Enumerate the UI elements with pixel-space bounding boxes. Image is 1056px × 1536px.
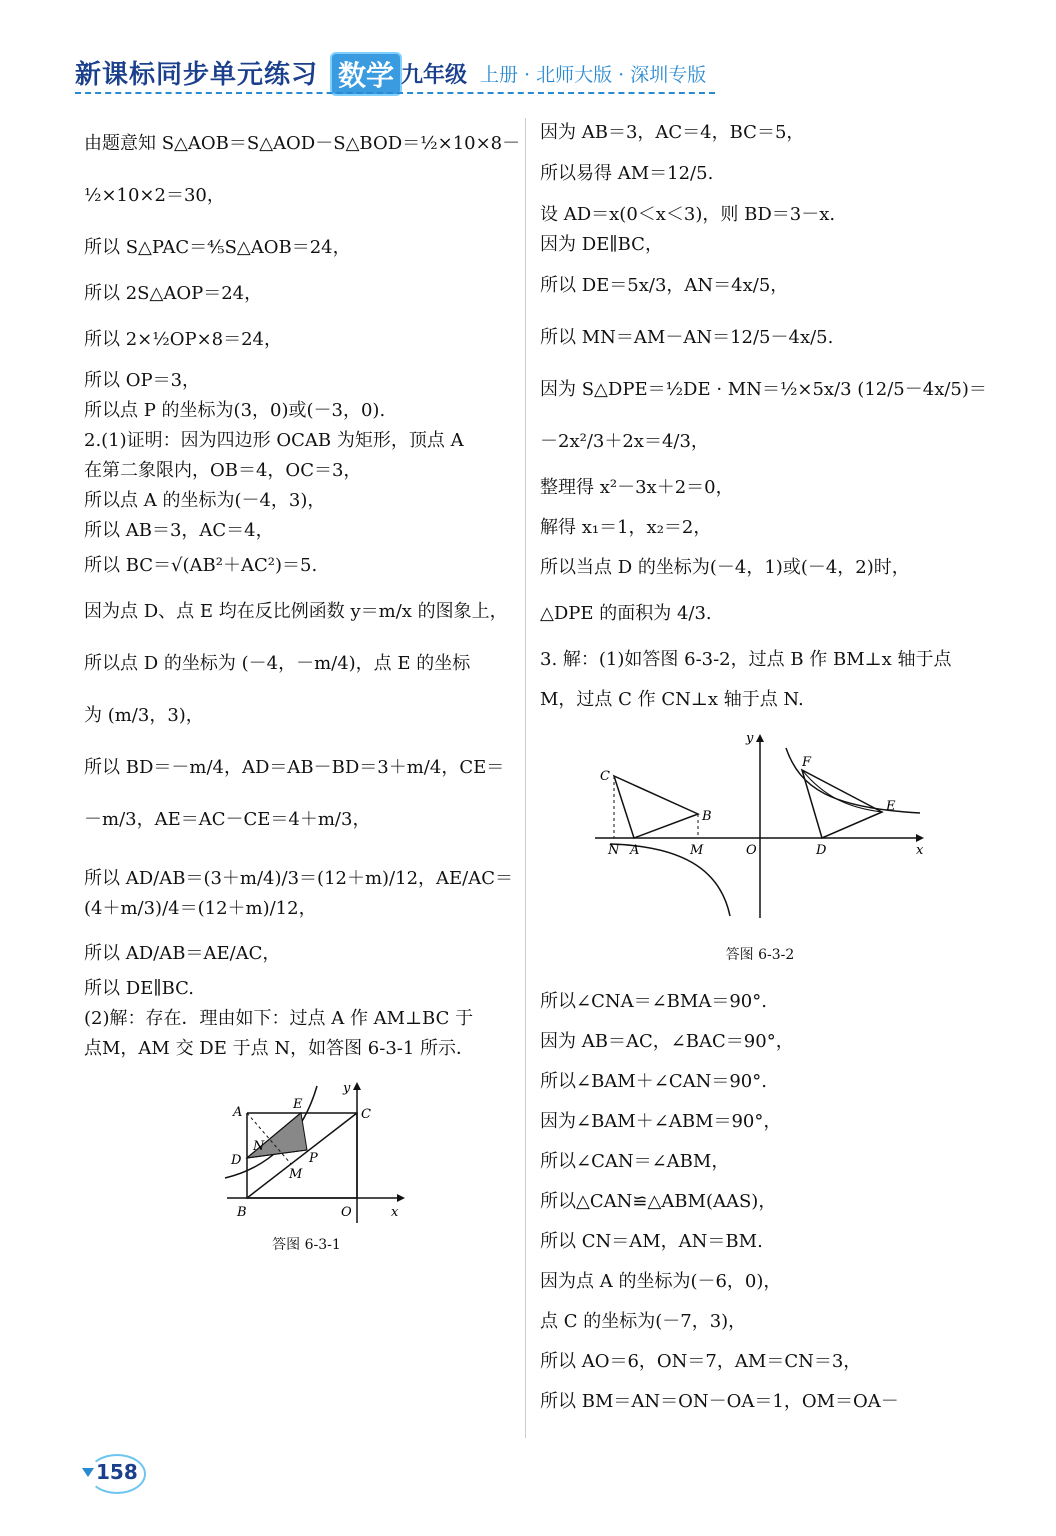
text-line: 所以 CN＝AM，AN＝BM. [540, 1231, 763, 1252]
text-line: 所以 MN＝AM－AN＝12/5－4x/5. [540, 327, 834, 348]
page-number [82, 1450, 146, 1494]
figure-6-3-2 [590, 728, 930, 964]
label-n: N [608, 843, 620, 858]
right-column [540, 118, 987, 1422]
x-axis-arrow [916, 834, 924, 842]
left-column [84, 118, 529, 1254]
text-line: 点 C 的坐标为(－7，3)， [540, 1311, 747, 1332]
text-line: 2.(1)证明：因为四边形 OCAB 为矩形，顶点 A [84, 430, 464, 451]
figure-6-3-2-diagram [590, 728, 930, 938]
text-line: 所以 BM＝AN＝ON－OA＝1，OM＝OA－ [540, 1391, 899, 1412]
page-header [75, 52, 775, 100]
label-m: M [288, 1167, 302, 1182]
text-line: 所以 S△PAC＝⅘S△AOB＝24， [84, 237, 351, 258]
text-line: 所以 2×½OP×8＝24， [84, 329, 283, 350]
text-line: 所以 AO＝6，ON＝7，AM＝CN＝3， [540, 1351, 862, 1372]
page-marker-icon [82, 1468, 94, 1477]
text-line: 所以 2S△AOP＝24， [84, 283, 263, 304]
label-x: x [916, 843, 924, 858]
label-y: y [342, 1081, 350, 1096]
text-line: 所以∠CNA＝∠BMA＝90°. [540, 991, 767, 1012]
x-axis-arrow [397, 1194, 405, 1202]
text-line: △DPE 的面积为 4/3. [540, 603, 712, 624]
text-line: 所以 AD/AB＝(3＋m/4)/3＝(12＋m)/12，AE/AC＝(4＋m/3)/4＝(12＋m)/12， [84, 868, 514, 919]
text-line: 由题意知 S△AOB＝S△AOD－S△BOD＝½×10×8－ [84, 133, 521, 154]
hyperbola-left-branch [610, 844, 730, 916]
text-line: 因为 AB＝AC，∠BAC＝90°， [540, 1031, 794, 1052]
text-line: 所以点 A 的坐标为(－4，3)， [84, 490, 326, 511]
label-a: A [630, 843, 640, 858]
label-p: P [308, 1151, 318, 1166]
label-y: y [746, 731, 754, 746]
label-m: M [690, 843, 704, 858]
label-b: B [236, 1205, 247, 1220]
text-line: 所以 AB＝3，AC＝4， [84, 520, 274, 541]
text-line: (2)解：存在．理由如下：过点 A 作 AM⊥BC 于 [84, 1008, 474, 1029]
label-x: x [390, 1205, 398, 1220]
text-line: 因为 AB＝3，AC＝4，BC＝5， [540, 122, 805, 143]
label-e: E [886, 799, 896, 814]
text-line: 设 AD＝x(0＜x＜3)，则 BD＝3－x. [540, 204, 836, 225]
text-line: 所以 DE∥BC. [84, 978, 195, 999]
text-line: 所以 DE＝5x/3，AN＝4x/5， [540, 275, 789, 296]
text-line: 解得 x₁＝1，x₂＝2， [540, 517, 712, 538]
label-b: B [702, 809, 712, 824]
text-line: －2x²/3＋2x＝4/3， [540, 431, 709, 452]
label-d: D [816, 843, 827, 858]
subject-badge: 数学 [330, 52, 402, 96]
figure-6-3-1-diagram [207, 1078, 407, 1228]
text-line: 在第二象限内，OB＝4，OC＝3， [84, 460, 362, 481]
text-line: 所以易得 AM＝12/5. [540, 163, 714, 184]
text-line: 所以当点 D 的坐标为(－4，1)或(－4，2)时， [540, 557, 910, 578]
label-c: C [600, 769, 610, 784]
label-e: E [292, 1097, 302, 1112]
text-line: 因为点 D、点 E 均在反比例函数 y＝m/x 的图象上， [84, 601, 508, 622]
text-line: 整理得 x²－3x＋2＝0， [540, 477, 734, 498]
text-line: 3. 解：(1)如答图 6-3-2，过点 B 作 BM⊥x 轴于点 [540, 649, 952, 670]
text-line: M，过点 C 作 CN⊥x 轴于点 N. [540, 689, 804, 710]
text-line: 所以 OP＝3， [84, 370, 201, 391]
text-line: 所以∠BAM＋∠CAN＝90°. [540, 1071, 767, 1092]
text-line: 所以△CAN≌△ABM(AAS)， [540, 1191, 777, 1212]
text-line: 所以 BC＝√(AB²＋AC²)＝5. [84, 555, 318, 576]
label-o: O [340, 1205, 352, 1220]
text-line: －m/3，AE＝AC－CE＝4＋m/3， [84, 809, 371, 830]
label-o: O [746, 843, 757, 858]
text-line: 所以点 P 的坐标为(3，0)或(－3，0). [84, 400, 386, 421]
text-line: 因为点 A 的坐标为(－6，0)， [540, 1271, 782, 1292]
series-title: 新课标同步单元练习 [75, 60, 319, 90]
label-f: F [802, 755, 812, 770]
figure-6-3-1 [207, 1078, 407, 1254]
text-line: 为 (m/3，3)， [84, 705, 204, 726]
grade-label: 九年级 [401, 62, 468, 88]
triangle-def [802, 770, 882, 838]
label-d: D [230, 1153, 241, 1168]
text-line: 因为 S△DPE＝½DE · MN＝½×5x/3 (12/5－4x/5)＝ [540, 379, 987, 400]
text-line: 所以 BD＝－m/4，AD＝AB－BD＝3＋m/4，CE＝ [84, 757, 505, 778]
triangle-abc [614, 776, 698, 838]
text-line: 所以 AD/AB＝AE/AC， [84, 943, 281, 964]
text-line: 所以点 D 的坐标为 (－4，－m/4)，点 E 的坐标 [84, 653, 471, 674]
text-line: 点M，AM 交 DE 于点 N，如答图 6-3-1 所示． [84, 1038, 475, 1059]
text-line: 所以∠CAN＝∠ABM， [540, 1151, 730, 1172]
figure-caption: 答图 6-3-2 [725, 947, 795, 963]
text-line: ½×10×2＝30， [84, 185, 225, 206]
y-axis-arrow [353, 1082, 361, 1090]
header-rule [75, 92, 715, 94]
y-axis-arrow [756, 734, 764, 742]
label-c: C [360, 1107, 371, 1122]
label-a: A [232, 1105, 242, 1120]
edition-label: 上册 · 北师大版 · 深圳专版 [480, 64, 707, 86]
label-n: N [252, 1139, 264, 1154]
text-line: 因为 DE∥BC， [540, 234, 663, 255]
page-number-text: 158 [96, 1460, 138, 1484]
text-line: 因为∠BAM＋∠ABM＝90°， [540, 1111, 782, 1132]
figure-caption: 答图 6-3-1 [272, 1237, 341, 1253]
